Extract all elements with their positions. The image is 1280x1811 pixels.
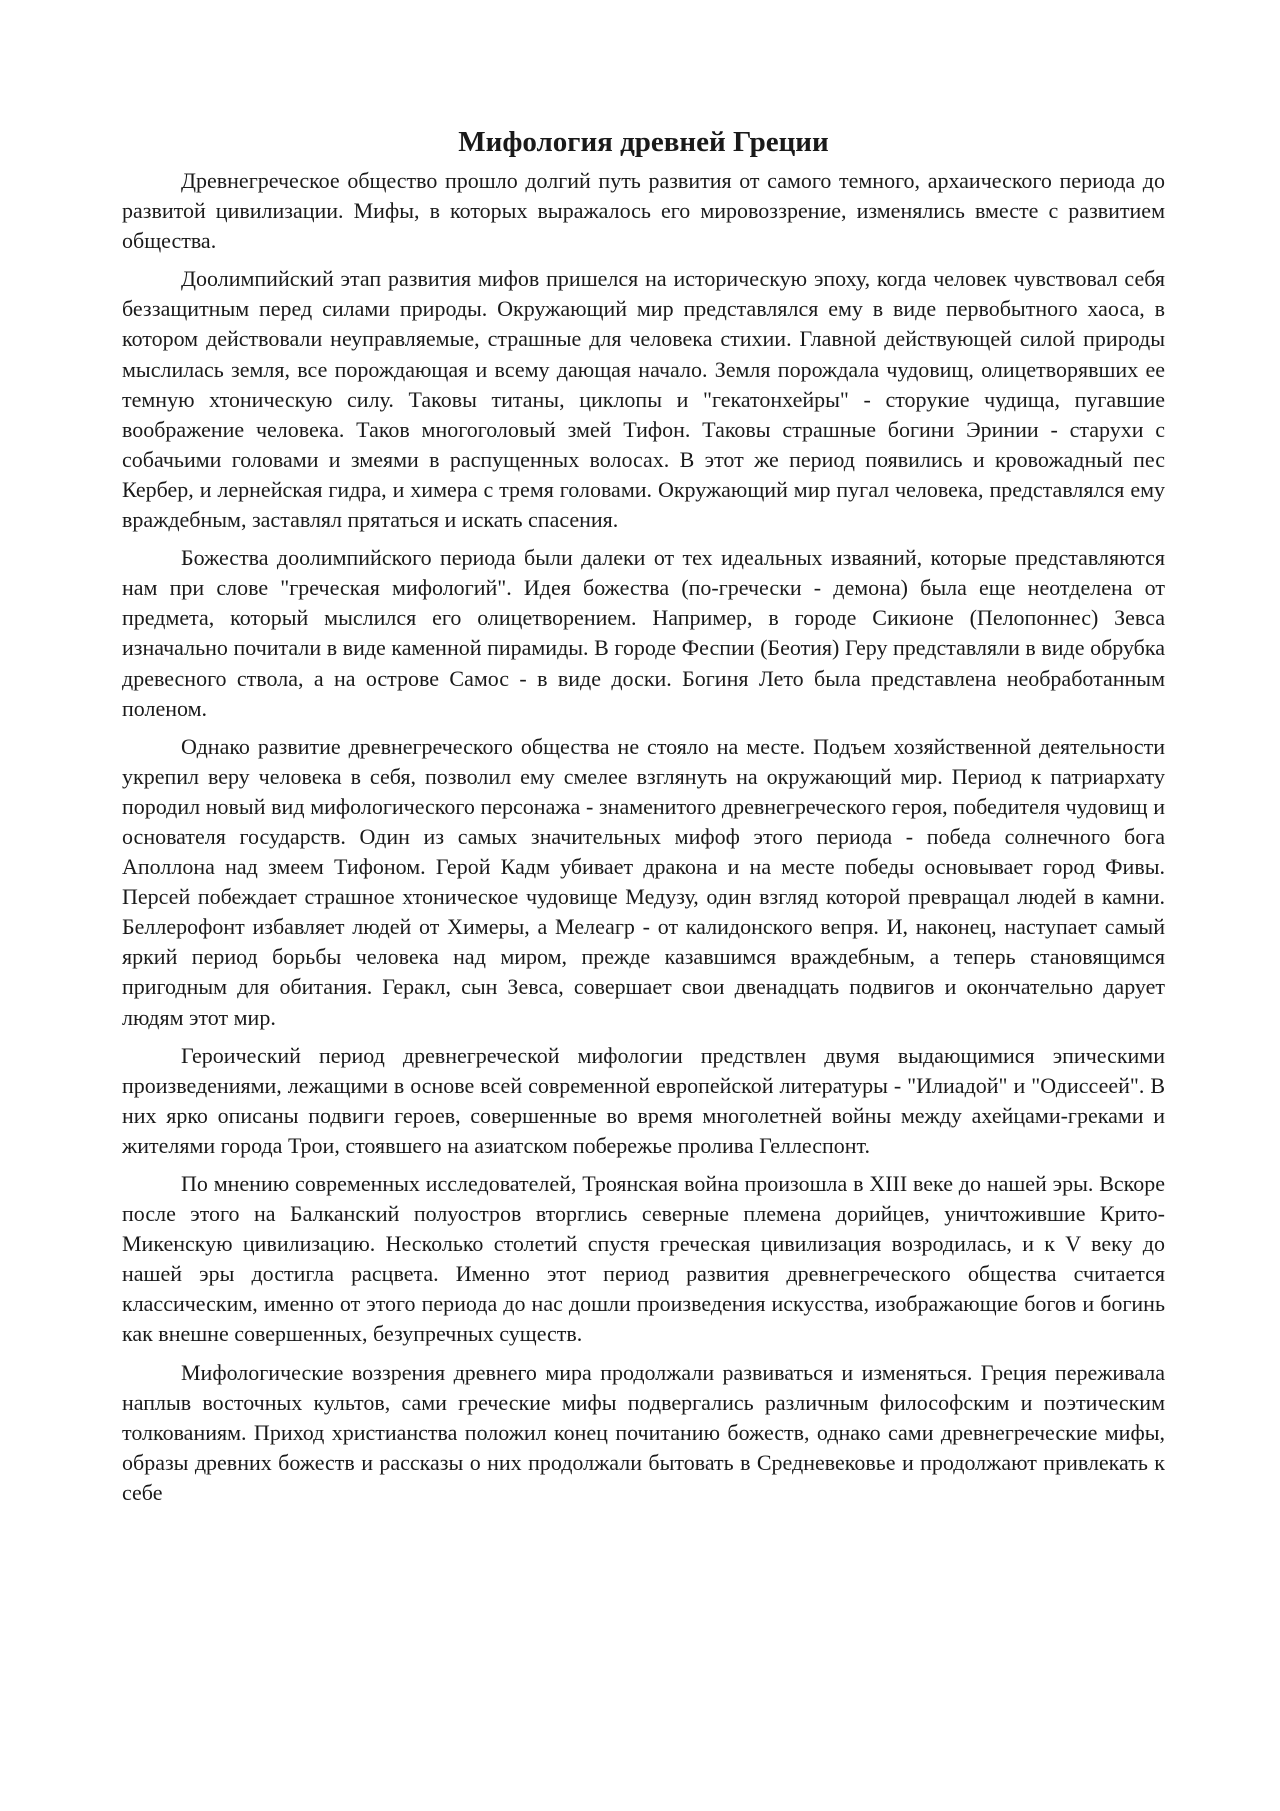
document-body [122, 122, 1165, 1516]
paragraph: По мнению современных исследователей, Троянская война произошла в XIII веке до нашей эры. Вскоре после этого на Балканский полуостров вторглись северные племена дорийцев, уничтожившие Крито-Микенскую цивилизацию. Несколько столетий спустя греческая цивилизация возродилась, и к V веку до нашей эры достигла расцвета. Именно этот период развития древнегреческого общества считается классическим, именно от этого периода до нас дошли произведения искусства, изображающие богов и богинь как внешне совершенных, безупречных существ. [122, 1171, 1165, 1347]
paragraph: Героический период древнегреческой мифологии предствлен двумя выдающимися эпическими произведениями, лежащими в основе всей современной европейской литературы - "Илиадой" и "Одиссеей". В них ярко описаны подвиги героев, совершенные во время многолетней войны между ахейцами-греками и жителями города Трои, стоявшего на азиатском побережье пролива Геллеспонт. [122, 1042, 1165, 1158]
paragraph-list [122, 166, 1165, 1508]
paragraph: Доолимпийский этап развития мифов пришелся на историческую эпоху, когда человек чувствовал себя беззащитным перед силами природы. Окружающий мир представлялся ему в виде первобытного хаоса, в котором действовали неуправляемые, страшные для человека стихии. Главной действующей силой природы мыслилась земля, все порождающая и всему дающая начало. Земля порождала чудовищ, олицетворявших ее темную хтоническую силу. Таковы титаны, циклопы и "гекатонхейры" - сторукие чудища, пугавшие воображение человека. Таков многоголовый змей Тифон. Таковы страшные богини Эринии - старухи с собачьими головами и змеями в распущенных волосах. В этот же период появились и кровожадный пес Кербер, и лернейская гидра, и химера с тремя головами. Окружающий мир пугал человека, представлялся ему враждебным, заставлял прятаться и искать спасения. [122, 266, 1165, 533]
paragraph: Древнегреческое общество прошло долгий путь развития от самого темного, архаического периода до развитой цивилизации. Мифы, в которых выражалось его мировоззрение, изменялись вместе с развитием общества. [122, 168, 1165, 254]
document-title: Мифология древней Греции [458, 126, 829, 158]
paragraph: Однако развитие древнегреческого общества не стояло на месте. Подъем хозяйственной деятельности укрепил веру человека в себя, позволил ему смелее взглянуть на окружающий мир. Период к патриархату породил новый вид мифологического персонажа - знаменитого древнегреческого героя, победителя чудовищ и основателя государств. Один из самых значительных мифоф этого периода - победа солнечного бога Аполлона над змеем Тифоном. Герой Кадм убивает дракона и на месте победы основывает город Фивы. Персей побеждает страшное хтоническое чудовище Медузу, один взгляд которой превращал людей в камни. Беллерофонт избавляет людей от Химеры, а Мелеагр - от калидонского вепря. И, наконец, наступает самый яркий период борьбы человека над миром, прежде казавшимся враждебным, а теперь становящимся пригодным для обитания. Геракл, сын Зевса, совершает свои двенадцать подвигов и окончательно дарует людям этот мир. [122, 733, 1165, 1030]
paragraph: Мифологические воззрения древнего мира продолжали развиваться и изменяться. Греция переживала наплыв восточных культов, сами греческие мифы подвергались различным философским и поэтическим толкованиям. Приход христианства положил конец почитанию божеств, однако сами древнегреческие мифы, образы древних божеств и рассказы о них продолжали бытовать в Средневековье и продолжают привлекать к себе [122, 1359, 1165, 1505]
paragraph: Божества доолимпийского периода были далеки от тех идеальных изваяний, которые представляются нам при слове "греческая мифологий". Идея божества (по-гречески - демона) была еще неотделена от предмета, который мыслился его олицетворением. Например, в городе Сикионе (Пелопоннес) Зевса изначально почитали в виде каменной пирамиды. В городе Феспии (Беотия) Геру представляли в виде обрубка древесного ствола, а на острове Самос - в виде доски. Богиня Лето была представлена необработанным поленом. [122, 545, 1165, 721]
